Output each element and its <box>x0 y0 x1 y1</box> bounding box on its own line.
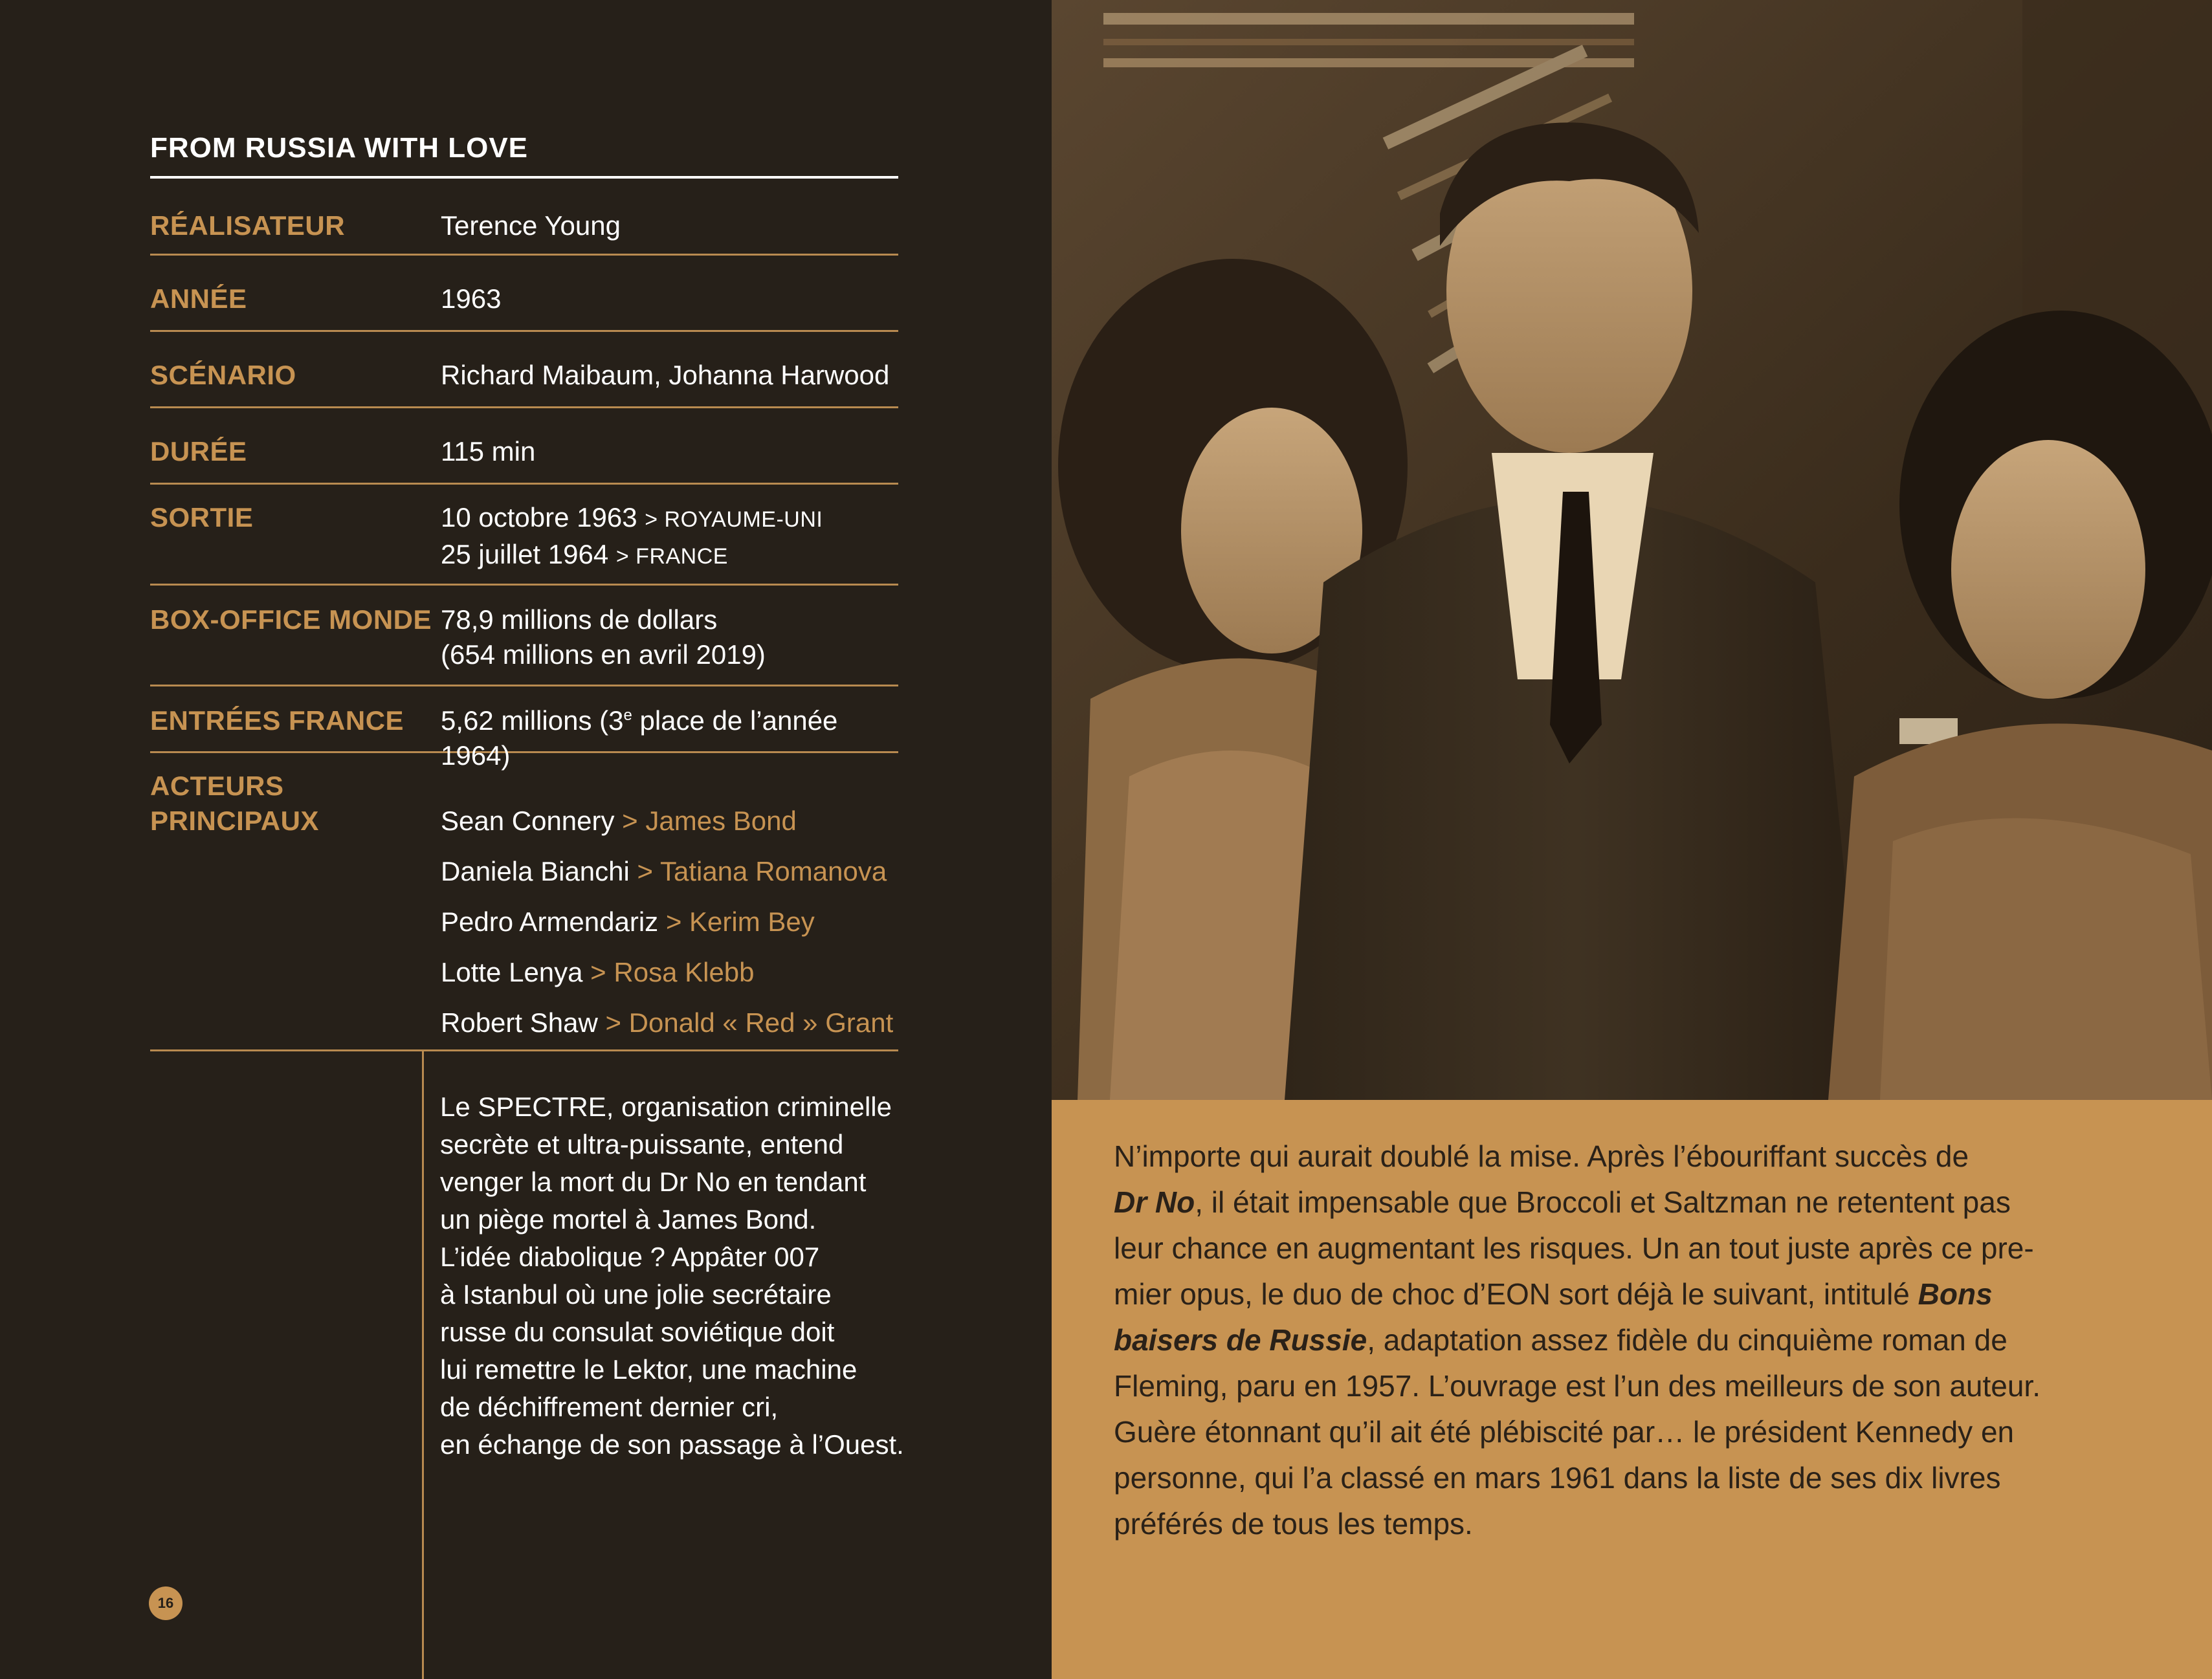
release-uk <box>441 500 823 537</box>
synopsis-line: de déchiffrement dernier cri, <box>440 1392 779 1422</box>
synopsis-line: secrète et ultra-puissante, entend <box>440 1129 844 1159</box>
article-text-span: mier opus, le duo de choc d’EON sort déjà le suivant, intitulé <box>1114 1277 1918 1311</box>
cast-list <box>441 804 893 1056</box>
synopsis-line: russe du consulat soviétique doit <box>440 1317 835 1347</box>
cast-role: > Kerim Bey <box>658 906 815 937</box>
script-row <box>150 332 898 408</box>
cast-actor: Pedro Armendariz <box>441 906 659 937</box>
boxoffice-line-1: 78,9 millions de dollars <box>441 604 718 635</box>
article-text-span: , adaptation assez fidèle du cinquième roman de <box>1367 1323 2007 1357</box>
photo-illustration <box>1052 0 2212 1100</box>
duration-value: 115 min <box>441 436 536 466</box>
synopsis-line: un piège mortel à James Bond. <box>440 1204 817 1235</box>
cast-item <box>441 804 893 854</box>
cast-item <box>441 905 893 955</box>
cast-label-line-1: ACTEURS <box>150 771 284 801</box>
release-row <box>150 485 898 586</box>
article-line: N’importe qui aurait doublé la mise. Après l’ébouriffant succès de <box>1114 1139 1969 1173</box>
film-title: FROM RUSSIA WITH LOVE <box>150 132 898 179</box>
cast-role: > Tatiana Romanova <box>629 856 887 886</box>
cast-item <box>441 1005 893 1056</box>
cast-actor: Daniela Bianchi <box>441 856 630 886</box>
cast-item <box>441 854 893 905</box>
article-line: préférés de tous les temps. <box>1114 1507 1473 1541</box>
director-row <box>150 194 898 256</box>
boxoffice-line-2: (654 millions en avril 2019) <box>441 639 766 670</box>
cast-actor: Lotte Lenya <box>441 957 583 987</box>
cast-role: > Rosa Klebb <box>582 957 755 987</box>
duration-label: DURÉE <box>150 436 247 466</box>
synopsis-line: en échange de son passage à l’Ouest. <box>440 1429 904 1460</box>
entries-label: ENTRÉES FRANCE <box>150 705 404 736</box>
article-line: Fleming, paru en 1957. L’ouvrage est l’un des meilleurs de son auteur. <box>1114 1369 2041 1403</box>
cast-actor: Sean Connery <box>441 806 615 836</box>
cast-role: > James Bond <box>614 806 797 836</box>
article-line <box>1114 1317 2162 1363</box>
script-value: Richard Maibaum, Johanna Harwood <box>441 360 890 390</box>
year-value: 1963 <box>441 283 502 314</box>
director-value: Terence Young <box>441 210 621 241</box>
release-uk-country: > ROYAUME-UNI <box>645 507 823 532</box>
cast-item <box>441 955 893 1005</box>
synopsis-line: Le SPECTRE, organisation criminelle <box>440 1092 892 1122</box>
script-label: SCÉNARIO <box>150 360 296 390</box>
entries-value-start: 5,62 millions (3 <box>441 705 624 736</box>
release-fr-date: 25 juillet 1964 <box>441 539 609 569</box>
duration-row <box>150 408 898 485</box>
article-line: Guère étonnant qu’il ait été plébiscité par… le président Kennedy en <box>1114 1415 2015 1449</box>
cast-label <box>150 769 319 839</box>
cast-row <box>150 753 898 1051</box>
article-text <box>1114 1134 2162 1547</box>
year-row <box>150 256 898 332</box>
director-label: RÉALISATEUR <box>150 210 346 241</box>
article-line: leur chance en augmentant les risques. Un an tout juste après ce pre- <box>1114 1231 2034 1265</box>
year-label: ANNÉE <box>150 283 247 314</box>
release-value <box>441 500 823 574</box>
article-emphasis: baisers de Russie <box>1114 1323 1367 1357</box>
film-photo <box>1052 0 2212 1100</box>
boxoffice-row <box>150 586 898 686</box>
release-fr-country: > FRANCE <box>615 544 728 569</box>
cast-label-line-2: PRINCIPAUX <box>150 806 319 836</box>
left-page <box>0 0 1052 1679</box>
boxoffice-label: BOX-OFFICE MONDE <box>150 604 432 635</box>
entries-superscript: e <box>623 707 632 724</box>
entries-row <box>150 686 898 771</box>
release-fr <box>441 537 823 574</box>
synopsis-line: venger la mort du Dr No en tendant <box>440 1167 867 1197</box>
article-line <box>1114 1180 2162 1225</box>
entries-value-end: place de l’année 1964) <box>441 705 838 771</box>
synopsis <box>440 1088 904 1464</box>
release-uk-date: 10 octobre 1963 <box>441 502 637 532</box>
article-emphasis: Bons <box>1918 1277 1993 1311</box>
synopsis-line: lui remettre le Lektor, une machine <box>440 1354 857 1385</box>
right-page <box>1052 0 2212 1679</box>
synopsis-line: à Istanbul où une jolie secrétaire <box>440 1279 832 1310</box>
column-divider <box>422 1049 424 1679</box>
release-label: SORTIE <box>150 502 254 532</box>
cast-role: > Donald « Red » Grant <box>597 1007 894 1038</box>
boxoffice-value <box>441 602 766 672</box>
article-emphasis: Dr No <box>1114 1185 1195 1219</box>
page-number: 16 <box>149 1586 182 1620</box>
cast-actor: Robert Shaw <box>441 1007 598 1038</box>
article-text-span: , il était impensable que Broccoli et Saltzman ne retentent pas <box>1195 1185 2011 1219</box>
synopsis-line: L’idée diabolique ? Appâter 007 <box>440 1242 820 1272</box>
article-line <box>1114 1271 2162 1317</box>
article-line: personne, qui l’a classé en mars 1961 dans la liste de ses dix livres <box>1114 1461 2001 1495</box>
